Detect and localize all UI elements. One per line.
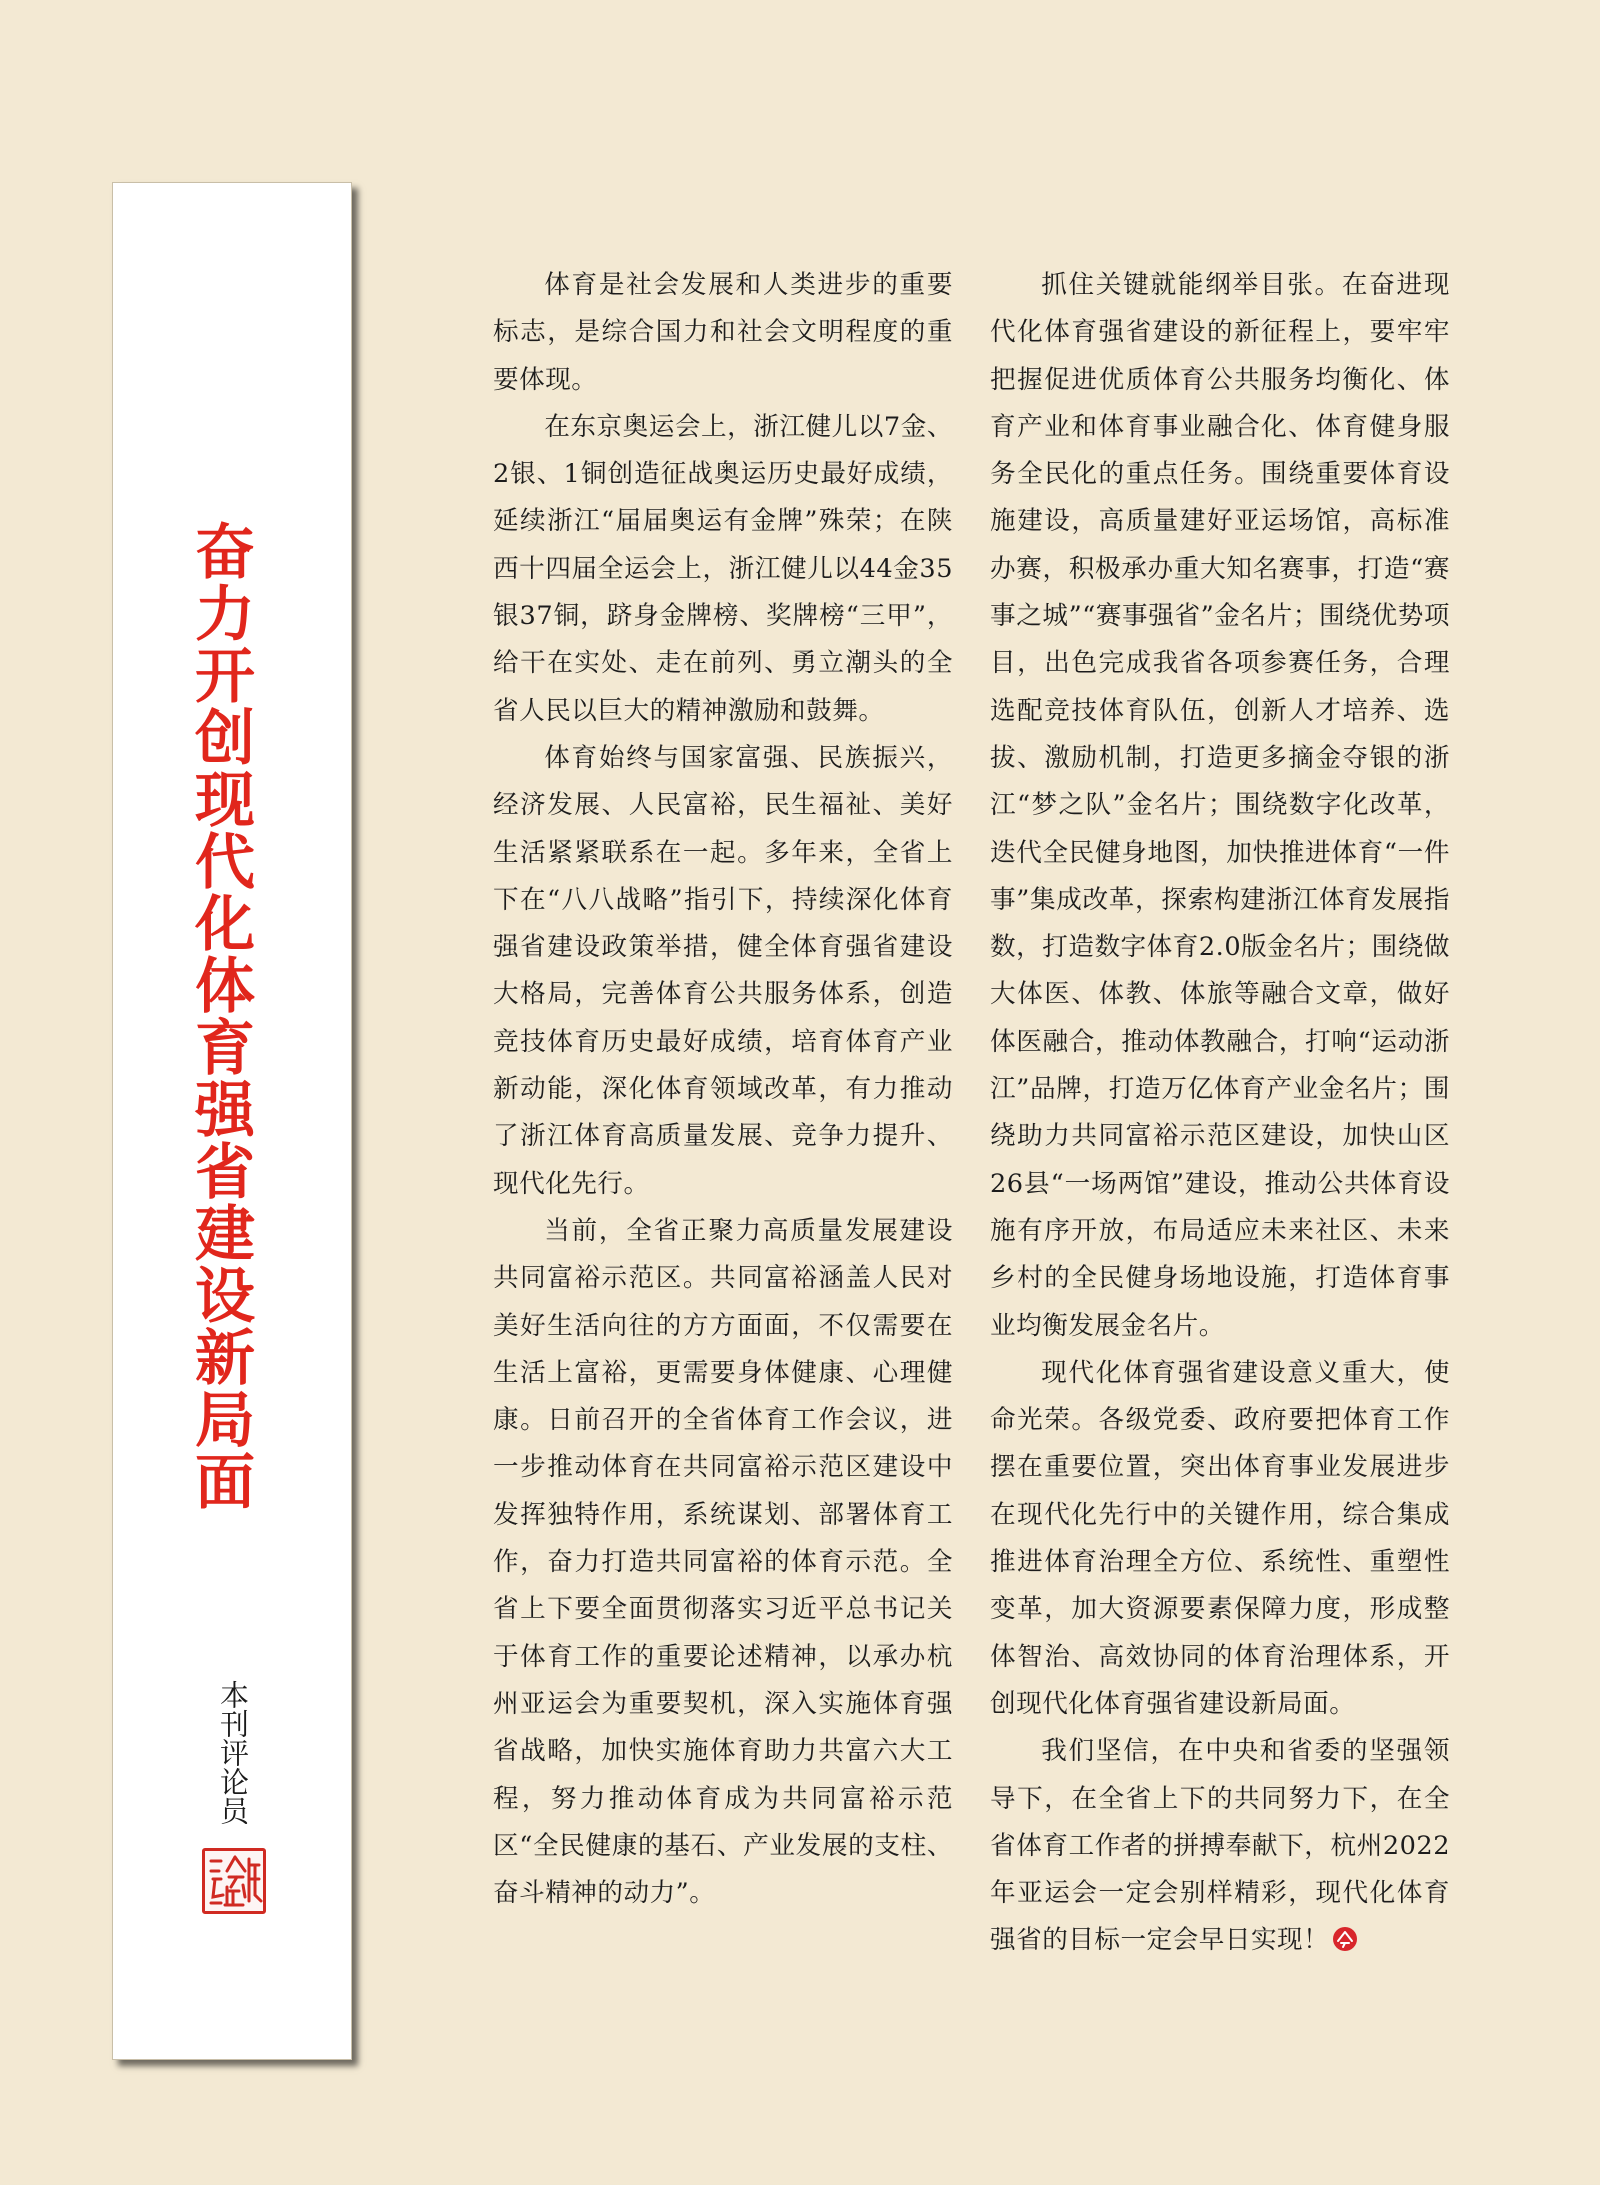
article-author: 本刊评论员 bbox=[216, 1680, 250, 1825]
paragraph: 体育始终与国家富强、民族振兴，经济发展、人民富裕，民生福祉、美好生活紧紧联系在一起。多年来，全省上下在“八八战略”指引下，持续深化体育强省建设政策举措，健全体育强省建设大格局，完善体育公共服务体系，创造竞技体育历史最好成绩，培育体育产业新动能，深化体育领域改革，有力推动了浙江体育高质量发展、竞争力提升、现代化先行。 bbox=[493, 742, 953, 1199]
paragraph: 抓住关键就能纲举目张。在奋进现代化体育强省建设的新征程上，要牢牢把握促进优质体育公共服务均衡化、体育产业和体育事业融合化、体育健身服务全民化的重点任务。围绕重要体育设施建设，高质量建好亚运场馆，高标准办赛，积极承办重大知名赛事，打造“赛事之城”“赛事强省”金名片；围绕优势项目，出色完成我省各项参赛任务，合理选配竞技体育队伍，创新人才培养、选拔、激励机制，打造更多摘金夺银的浙江“梦之队”金名片；围绕数字化改革，迭代全民健身地图，加快推进体育“一件事”集成改革，探索构建浙江体育发展指数，打造数字体育2.0版金名片；围绕做大体医、体教、体旅等融合文章，做好体医融合，推动体教融合，打响“运动浙江”品牌，打造万亿体育产业金名片；围绕助力共同富裕示范区建设，加快山区26县“一场两馆”建设，推动公共体育设施有序开放，布局适应未来社区、未来乡村的全民健身场地设施，打造体育事业均衡发展金名片。 bbox=[990, 270, 1450, 1341]
article-column-left bbox=[493, 262, 953, 1917]
paragraph: 在东京奥运会上，浙江健儿以7金、2银、1铜创造征战奥运历史最好成绩，延续浙江“届届奥运有金牌”殊荣；在陕西十四届全运会上，浙江健儿以44金35银37铜，跻身金牌榜、奖牌榜“三甲”，给干在实处、走在前列、勇立潮头的全省人民以巨大的精神激励和鼓舞。 bbox=[493, 411, 953, 726]
paragraph: 现代化体育强省建设意义重大，使命光荣。各级党委、政府要把体育工作摆在重要位置，突出体育事业发展进步在现代化先行中的关键作用，综合集成推进体育治理全方位、系统性、重塑性变革，加大资源要素保障力度，形成整体智治、高效协同的体育治理体系，开创现代化体育强省建设新局面。 bbox=[990, 1357, 1450, 1719]
article-column-right bbox=[990, 262, 1450, 1965]
paragraph-last bbox=[990, 1728, 1450, 1964]
paragraph: 当前，全省正聚力高质量发展建设共同富裕示范区。共同富裕涵盖人民对美好生活向往的方方面面，不仅需要在生活上富裕，更需要身体健康、心理健康。日前召开的全省体育工作会议，进一步推动体育在共同富裕示范区建设中发挥独特作用，系统谋划、部署体育工作，奋力打造共同富裕的体育示范。全省上下要全面贯彻落实习近平总书记关于体育工作的重要论述精神，以承办杭州亚运会为重要契机，深入实施体育强省战略，加快实施体育助力共富六大工程，努力推动体育成为共同富裕示范区“全民健康的基石、产业发展的支柱、奋斗精神的动力”。 bbox=[493, 1215, 953, 1909]
end-of-article-mark-icon bbox=[1333, 1927, 1357, 1951]
paragraph: 体育是社会发展和人类进步的重要标志，是综合国力和社会文明程度的重要体现。 bbox=[493, 270, 953, 395]
seal-stamp-icon bbox=[202, 1848, 266, 1914]
paragraph-text: 我们坚信，在中央和省委的坚强领导下，在全省上下的共同努力下，在全省体育工作者的拼搏奉献下，杭州2022年亚运会一定会别样精彩，现代化体育强省的目标一定会早日实现！ bbox=[990, 1736, 1450, 1956]
article-title: 奋力开创现代化体育强省建设新局面 bbox=[185, 520, 255, 1512]
